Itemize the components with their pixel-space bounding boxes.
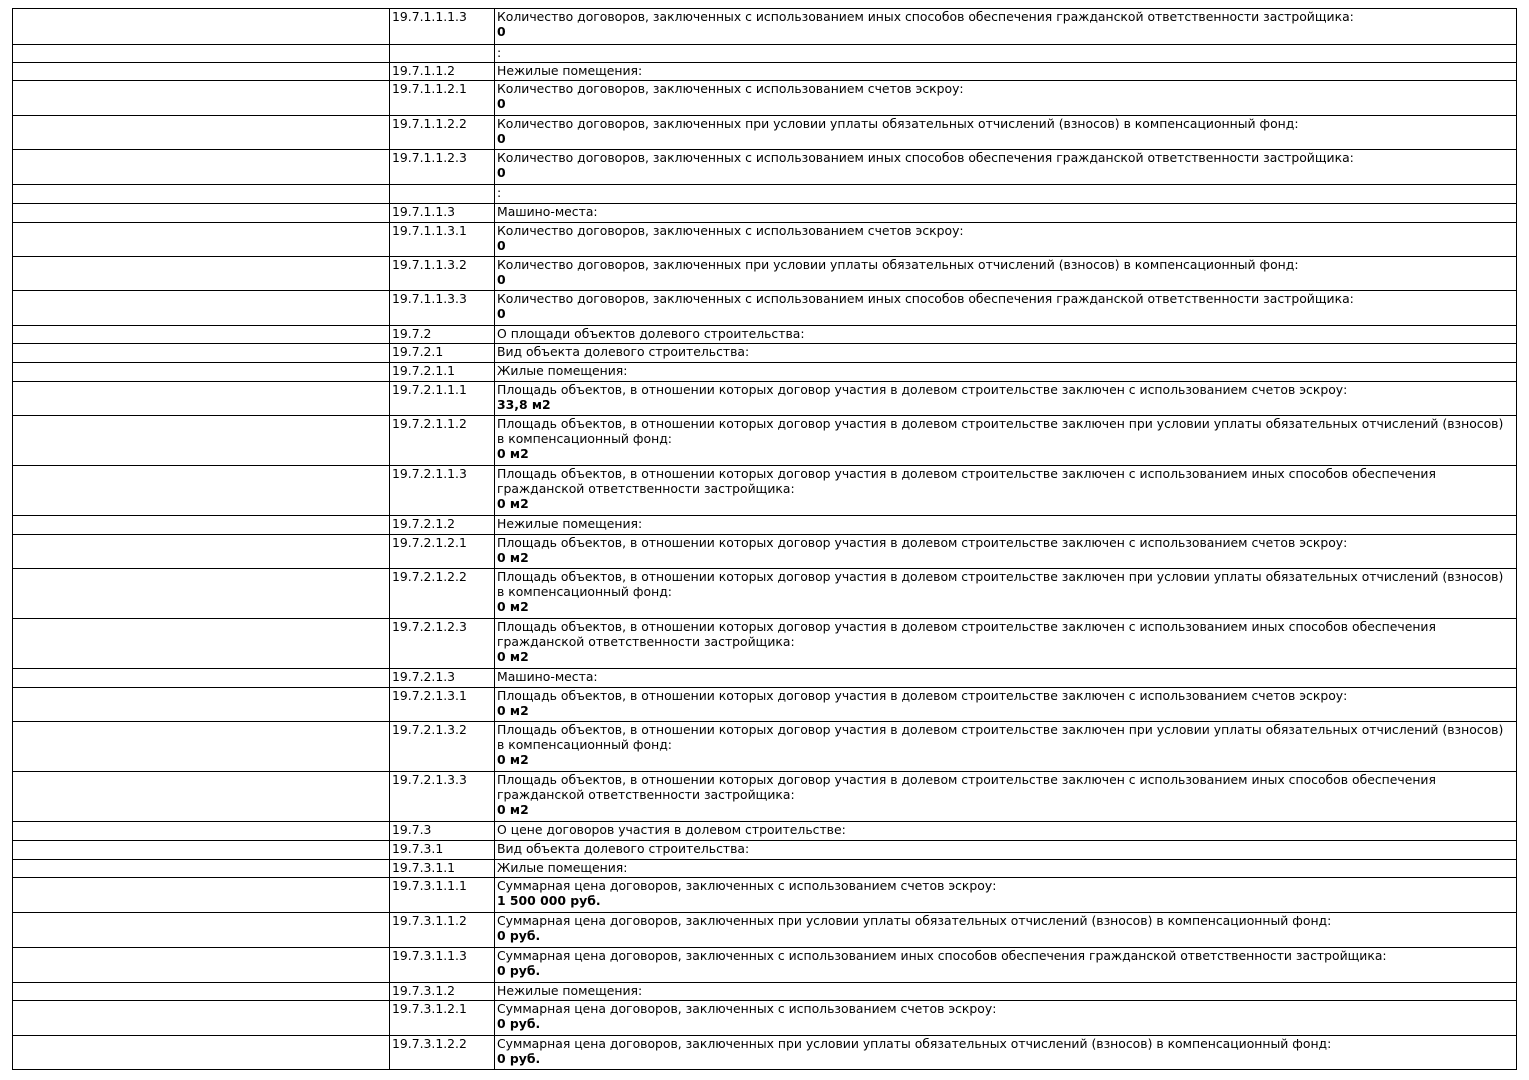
table-row bbox=[13, 983, 1517, 1001]
table-row bbox=[13, 63, 1517, 81]
item-value: 0 м2 bbox=[497, 599, 529, 614]
item-code: 19.7.1.1.2.2 bbox=[390, 116, 495, 150]
item-code: 19.7.2.1.3.3 bbox=[390, 772, 495, 822]
table-row bbox=[13, 150, 1517, 185]
item-code: 19.7.3.1.1.2 bbox=[390, 913, 495, 948]
item-code: 19.7.2.1.1.1 bbox=[390, 382, 495, 416]
table-row bbox=[13, 363, 1517, 382]
empty-cell bbox=[13, 948, 390, 983]
item-code: 19.7.2.1.3.1 bbox=[390, 688, 495, 722]
item-value: 0 м2 bbox=[497, 649, 529, 664]
empty-cell bbox=[13, 569, 390, 619]
item-code bbox=[390, 185, 495, 204]
item-text: Количество договоров, заключенных с использованием счетов эскроу: bbox=[497, 81, 964, 96]
empty-cell bbox=[13, 116, 390, 150]
item-text: Площадь объектов, в отношении которых договор участия в долевом строительстве заключен с использованием иных способов обеспечения гражданской ответственности застройщика: bbox=[497, 772, 1436, 802]
empty-cell bbox=[13, 416, 390, 466]
item-description-cell bbox=[495, 45, 1517, 63]
empty-cell bbox=[13, 1036, 390, 1070]
empty-cell bbox=[13, 63, 390, 81]
empty-cell bbox=[13, 913, 390, 948]
item-description-cell bbox=[495, 878, 1517, 913]
item-code: 19.7.2.1.1.2 bbox=[390, 416, 495, 466]
empty-cell bbox=[13, 223, 390, 257]
item-text: Жилые помещения: bbox=[497, 363, 628, 378]
table-row bbox=[13, 841, 1517, 860]
item-code: 19.7.2 bbox=[390, 326, 495, 344]
item-value: 0 м2 bbox=[497, 496, 529, 511]
item-value: 0 м2 bbox=[497, 550, 529, 565]
item-value: 0 bbox=[497, 165, 506, 180]
item-text: Вид объекта долевого строительства: bbox=[497, 841, 750, 856]
empty-cell bbox=[13, 619, 390, 669]
item-text: Площадь объектов, в отношении которых договор участия в долевом строительстве заключен при условии уплаты обязательных отчислений (взносов) в компенсационный фонд: bbox=[497, 569, 1504, 599]
empty-cell bbox=[13, 860, 390, 878]
empty-cell bbox=[13, 9, 390, 45]
empty-cell bbox=[13, 878, 390, 913]
item-code: 19.7.2.1.2.2 bbox=[390, 569, 495, 619]
item-description-cell bbox=[495, 688, 1517, 722]
item-text: Нежилые помещения: bbox=[497, 63, 643, 78]
item-text: Суммарная цена договоров, заключенных с использованием иных способов обеспечения гражданской ответственности застройщика: bbox=[497, 948, 1387, 963]
table-row bbox=[13, 116, 1517, 150]
item-value: 33,8 м2 bbox=[497, 397, 551, 412]
item-value: 1 500 000 руб. bbox=[497, 893, 601, 908]
table-row bbox=[13, 535, 1517, 569]
empty-cell bbox=[13, 185, 390, 204]
item-text: Суммарная цена договоров, заключенных с использованием счетов эскроу: bbox=[497, 878, 997, 893]
item-text: Нежилые помещения: bbox=[497, 983, 643, 998]
item-description-cell bbox=[495, 535, 1517, 569]
table-row bbox=[13, 344, 1517, 363]
table-row bbox=[13, 516, 1517, 535]
item-value: 0 руб. bbox=[497, 963, 541, 978]
empty-cell bbox=[13, 822, 390, 841]
item-text: Количество договоров, заключенных при условии уплаты обязательных отчислений (взносов) в компенсационный фонд: bbox=[497, 257, 1299, 272]
empty-cell bbox=[13, 81, 390, 116]
item-text: Площадь объектов, в отношении которых договор участия в долевом строительстве заключен с использованием иных способов обеспечения гражданской ответственности застройщика: bbox=[497, 466, 1436, 496]
item-code: 19.7.2.1.3.2 bbox=[390, 722, 495, 772]
table-row bbox=[13, 9, 1517, 45]
empty-cell bbox=[13, 722, 390, 772]
item-text: Количество договоров, заключенных с использованием иных способов обеспечения гражданской ответственности застройщика: bbox=[497, 291, 1354, 306]
item-description-cell bbox=[495, 344, 1517, 363]
table-row bbox=[13, 466, 1517, 516]
empty-cell bbox=[13, 1001, 390, 1036]
item-text: Площадь объектов, в отношении которых договор участия в долевом строительстве заключен с использованием счетов эскроу: bbox=[497, 382, 1348, 397]
empty-cell bbox=[13, 983, 390, 1001]
item-description-cell bbox=[495, 569, 1517, 619]
item-text: Нежилые помещения: bbox=[497, 516, 643, 531]
empty-cell bbox=[13, 466, 390, 516]
item-description-cell bbox=[495, 150, 1517, 185]
item-code: 19.7.1.1.3.3 bbox=[390, 291, 495, 326]
item-description-cell bbox=[495, 363, 1517, 382]
item-description-cell bbox=[495, 116, 1517, 150]
table-row bbox=[13, 860, 1517, 878]
item-code: 19.7.1.1.3.1 bbox=[390, 223, 495, 257]
item-description-cell bbox=[495, 913, 1517, 948]
table-row bbox=[13, 81, 1517, 116]
item-code: 19.7.3.1.2 bbox=[390, 983, 495, 1001]
item-description-cell bbox=[495, 466, 1517, 516]
item-text: Суммарная цена договоров, заключенных при условии уплаты обязательных отчислений (взносов) в компенсационный фонд: bbox=[497, 913, 1332, 928]
table-row bbox=[13, 257, 1517, 291]
item-code: 19.7.1.1.3 bbox=[390, 204, 495, 223]
table-row bbox=[13, 291, 1517, 326]
empty-cell bbox=[13, 772, 390, 822]
item-text: Площадь объектов, в отношении которых договор участия в долевом строительстве заключен с использованием счетов эскроу: bbox=[497, 535, 1348, 550]
item-code: 19.7.2.1.1 bbox=[390, 363, 495, 382]
item-text: Площадь объектов, в отношении которых договор участия в долевом строительстве заключен при условии уплаты обязательных отчислений (взносов) в компенсационный фонд: bbox=[497, 722, 1504, 752]
empty-cell bbox=[13, 841, 390, 860]
item-description-cell bbox=[495, 983, 1517, 1001]
table-row bbox=[13, 772, 1517, 822]
item-code: 19.7.3.1.1 bbox=[390, 860, 495, 878]
item-description-cell bbox=[495, 185, 1517, 204]
item-code: 19.7.3.1.2.2 bbox=[390, 1036, 495, 1070]
item-value: 0 bbox=[497, 272, 506, 287]
item-text: О цене договоров участия в долевом строительстве: bbox=[497, 822, 846, 837]
item-description-cell bbox=[495, 669, 1517, 688]
item-code: 19.7.1.1.2.1 bbox=[390, 81, 495, 116]
empty-cell bbox=[13, 669, 390, 688]
empty-cell bbox=[13, 382, 390, 416]
item-description-cell bbox=[495, 722, 1517, 772]
empty-cell bbox=[13, 204, 390, 223]
item-code: 19.7.3.1.1.1 bbox=[390, 878, 495, 913]
item-code: 19.7.3 bbox=[390, 822, 495, 841]
item-description-cell bbox=[495, 382, 1517, 416]
empty-cell bbox=[13, 326, 390, 344]
item-description-cell bbox=[495, 63, 1517, 81]
item-code: 19.7.2.1.3 bbox=[390, 669, 495, 688]
table-row bbox=[13, 619, 1517, 669]
table-row bbox=[13, 948, 1517, 983]
table-row bbox=[13, 326, 1517, 344]
item-code: 19.7.3.1 bbox=[390, 841, 495, 860]
item-text: Количество договоров, заключенных с использованием иных способов обеспечения гражданской ответственности застройщика: bbox=[497, 150, 1354, 165]
item-text: Площадь объектов, в отношении которых договор участия в долевом строительстве заключен при условии уплаты обязательных отчислений (взносов) в компенсационный фонд: bbox=[497, 416, 1504, 446]
table-row bbox=[13, 722, 1517, 772]
item-text: О площади объектов долевого строительства: bbox=[497, 326, 805, 341]
empty-cell bbox=[13, 535, 390, 569]
item-code: 19.7.1.1.2 bbox=[390, 63, 495, 81]
item-code: 19.7.2.1.2 bbox=[390, 516, 495, 535]
item-value: 0 руб. bbox=[497, 1051, 541, 1066]
item-text: Машино-места: bbox=[497, 669, 598, 684]
item-description-cell bbox=[495, 223, 1517, 257]
table-row bbox=[13, 878, 1517, 913]
item-text: : bbox=[497, 45, 502, 60]
empty-cell bbox=[13, 516, 390, 535]
item-value: 0 bbox=[497, 131, 506, 146]
item-description-cell bbox=[495, 204, 1517, 223]
item-code: 19.7.1.1.1.3 bbox=[390, 9, 495, 45]
item-value: 0 bbox=[497, 306, 506, 321]
item-description-cell bbox=[495, 81, 1517, 116]
table-row bbox=[13, 688, 1517, 722]
empty-cell bbox=[13, 688, 390, 722]
item-code: 19.7.1.1.2.3 bbox=[390, 150, 495, 185]
item-code: 19.7.2.1 bbox=[390, 344, 495, 363]
empty-cell bbox=[13, 257, 390, 291]
table-row bbox=[13, 223, 1517, 257]
declaration-table-body bbox=[13, 9, 1517, 1070]
item-value: 0 руб. bbox=[497, 1016, 541, 1031]
item-description-cell bbox=[495, 772, 1517, 822]
item-value: 0 bbox=[497, 96, 506, 111]
item-text: Количество договоров, заключенных с использованием счетов эскроу: bbox=[497, 223, 964, 238]
item-text: Жилые помещения: bbox=[497, 860, 628, 875]
item-description-cell bbox=[495, 619, 1517, 669]
item-value: 0 м2 bbox=[497, 802, 529, 817]
table-row bbox=[13, 1001, 1517, 1036]
item-code: 19.7.2.1.2.3 bbox=[390, 619, 495, 669]
item-description-cell bbox=[495, 1036, 1517, 1070]
item-description-cell bbox=[495, 516, 1517, 535]
item-code bbox=[390, 45, 495, 63]
table-row bbox=[13, 45, 1517, 63]
item-text: Суммарная цена договоров, заключенных с использованием счетов эскроу: bbox=[497, 1001, 997, 1016]
item-description-cell bbox=[495, 841, 1517, 860]
table-row bbox=[13, 204, 1517, 223]
item-text: Площадь объектов, в отношении которых договор участия в долевом строительстве заключен с использованием счетов эскроу: bbox=[497, 688, 1348, 703]
item-description-cell bbox=[495, 860, 1517, 878]
item-value: 0 bbox=[497, 238, 506, 253]
table-row bbox=[13, 1036, 1517, 1070]
item-code: 19.7.2.1.1.3 bbox=[390, 466, 495, 516]
table-row bbox=[13, 382, 1517, 416]
empty-cell bbox=[13, 150, 390, 185]
table-row bbox=[13, 913, 1517, 948]
empty-cell bbox=[13, 45, 390, 63]
table-row bbox=[13, 569, 1517, 619]
item-description-cell bbox=[495, 948, 1517, 983]
item-value: 0 м2 bbox=[497, 703, 529, 718]
table-row bbox=[13, 185, 1517, 204]
empty-cell bbox=[13, 363, 390, 382]
item-description-cell bbox=[495, 257, 1517, 291]
table-row bbox=[13, 669, 1517, 688]
item-value: 0 руб. bbox=[497, 928, 541, 943]
table-row bbox=[13, 416, 1517, 466]
item-text: Площадь объектов, в отношении которых договор участия в долевом строительстве заключен с использованием иных способов обеспечения гражданской ответственности застройщика: bbox=[497, 619, 1436, 649]
item-code: 19.7.2.1.2.1 bbox=[390, 535, 495, 569]
item-text: Количество договоров, заключенных с использованием иных способов обеспечения гражданской ответственности застройщика: bbox=[497, 9, 1354, 24]
item-description-cell bbox=[495, 416, 1517, 466]
item-description-cell bbox=[495, 1001, 1517, 1036]
item-text: Вид объекта долевого строительства: bbox=[497, 344, 750, 359]
item-text: Количество договоров, заключенных при условии уплаты обязательных отчислений (взносов) в компенсационный фонд: bbox=[497, 116, 1299, 131]
item-value: 0 м2 bbox=[497, 446, 529, 461]
item-text: Суммарная цена договоров, заключенных при условии уплаты обязательных отчислений (взносов) в компенсационный фонд: bbox=[497, 1036, 1332, 1051]
item-description-cell bbox=[495, 326, 1517, 344]
item-code: 19.7.3.1.1.3 bbox=[390, 948, 495, 983]
table-row bbox=[13, 822, 1517, 841]
empty-cell bbox=[13, 291, 390, 326]
item-code: 19.7.3.1.2.1 bbox=[390, 1001, 495, 1036]
item-text: : bbox=[497, 185, 502, 200]
item-description-cell bbox=[495, 291, 1517, 326]
declaration-table bbox=[12, 8, 1517, 1070]
item-description-cell bbox=[495, 822, 1517, 841]
item-description-cell bbox=[495, 9, 1517, 45]
empty-cell bbox=[13, 344, 390, 363]
item-text: Машино-места: bbox=[497, 204, 598, 219]
item-value: 0 bbox=[497, 24, 506, 39]
item-value: 0 м2 bbox=[497, 752, 529, 767]
item-code: 19.7.1.1.3.2 bbox=[390, 257, 495, 291]
